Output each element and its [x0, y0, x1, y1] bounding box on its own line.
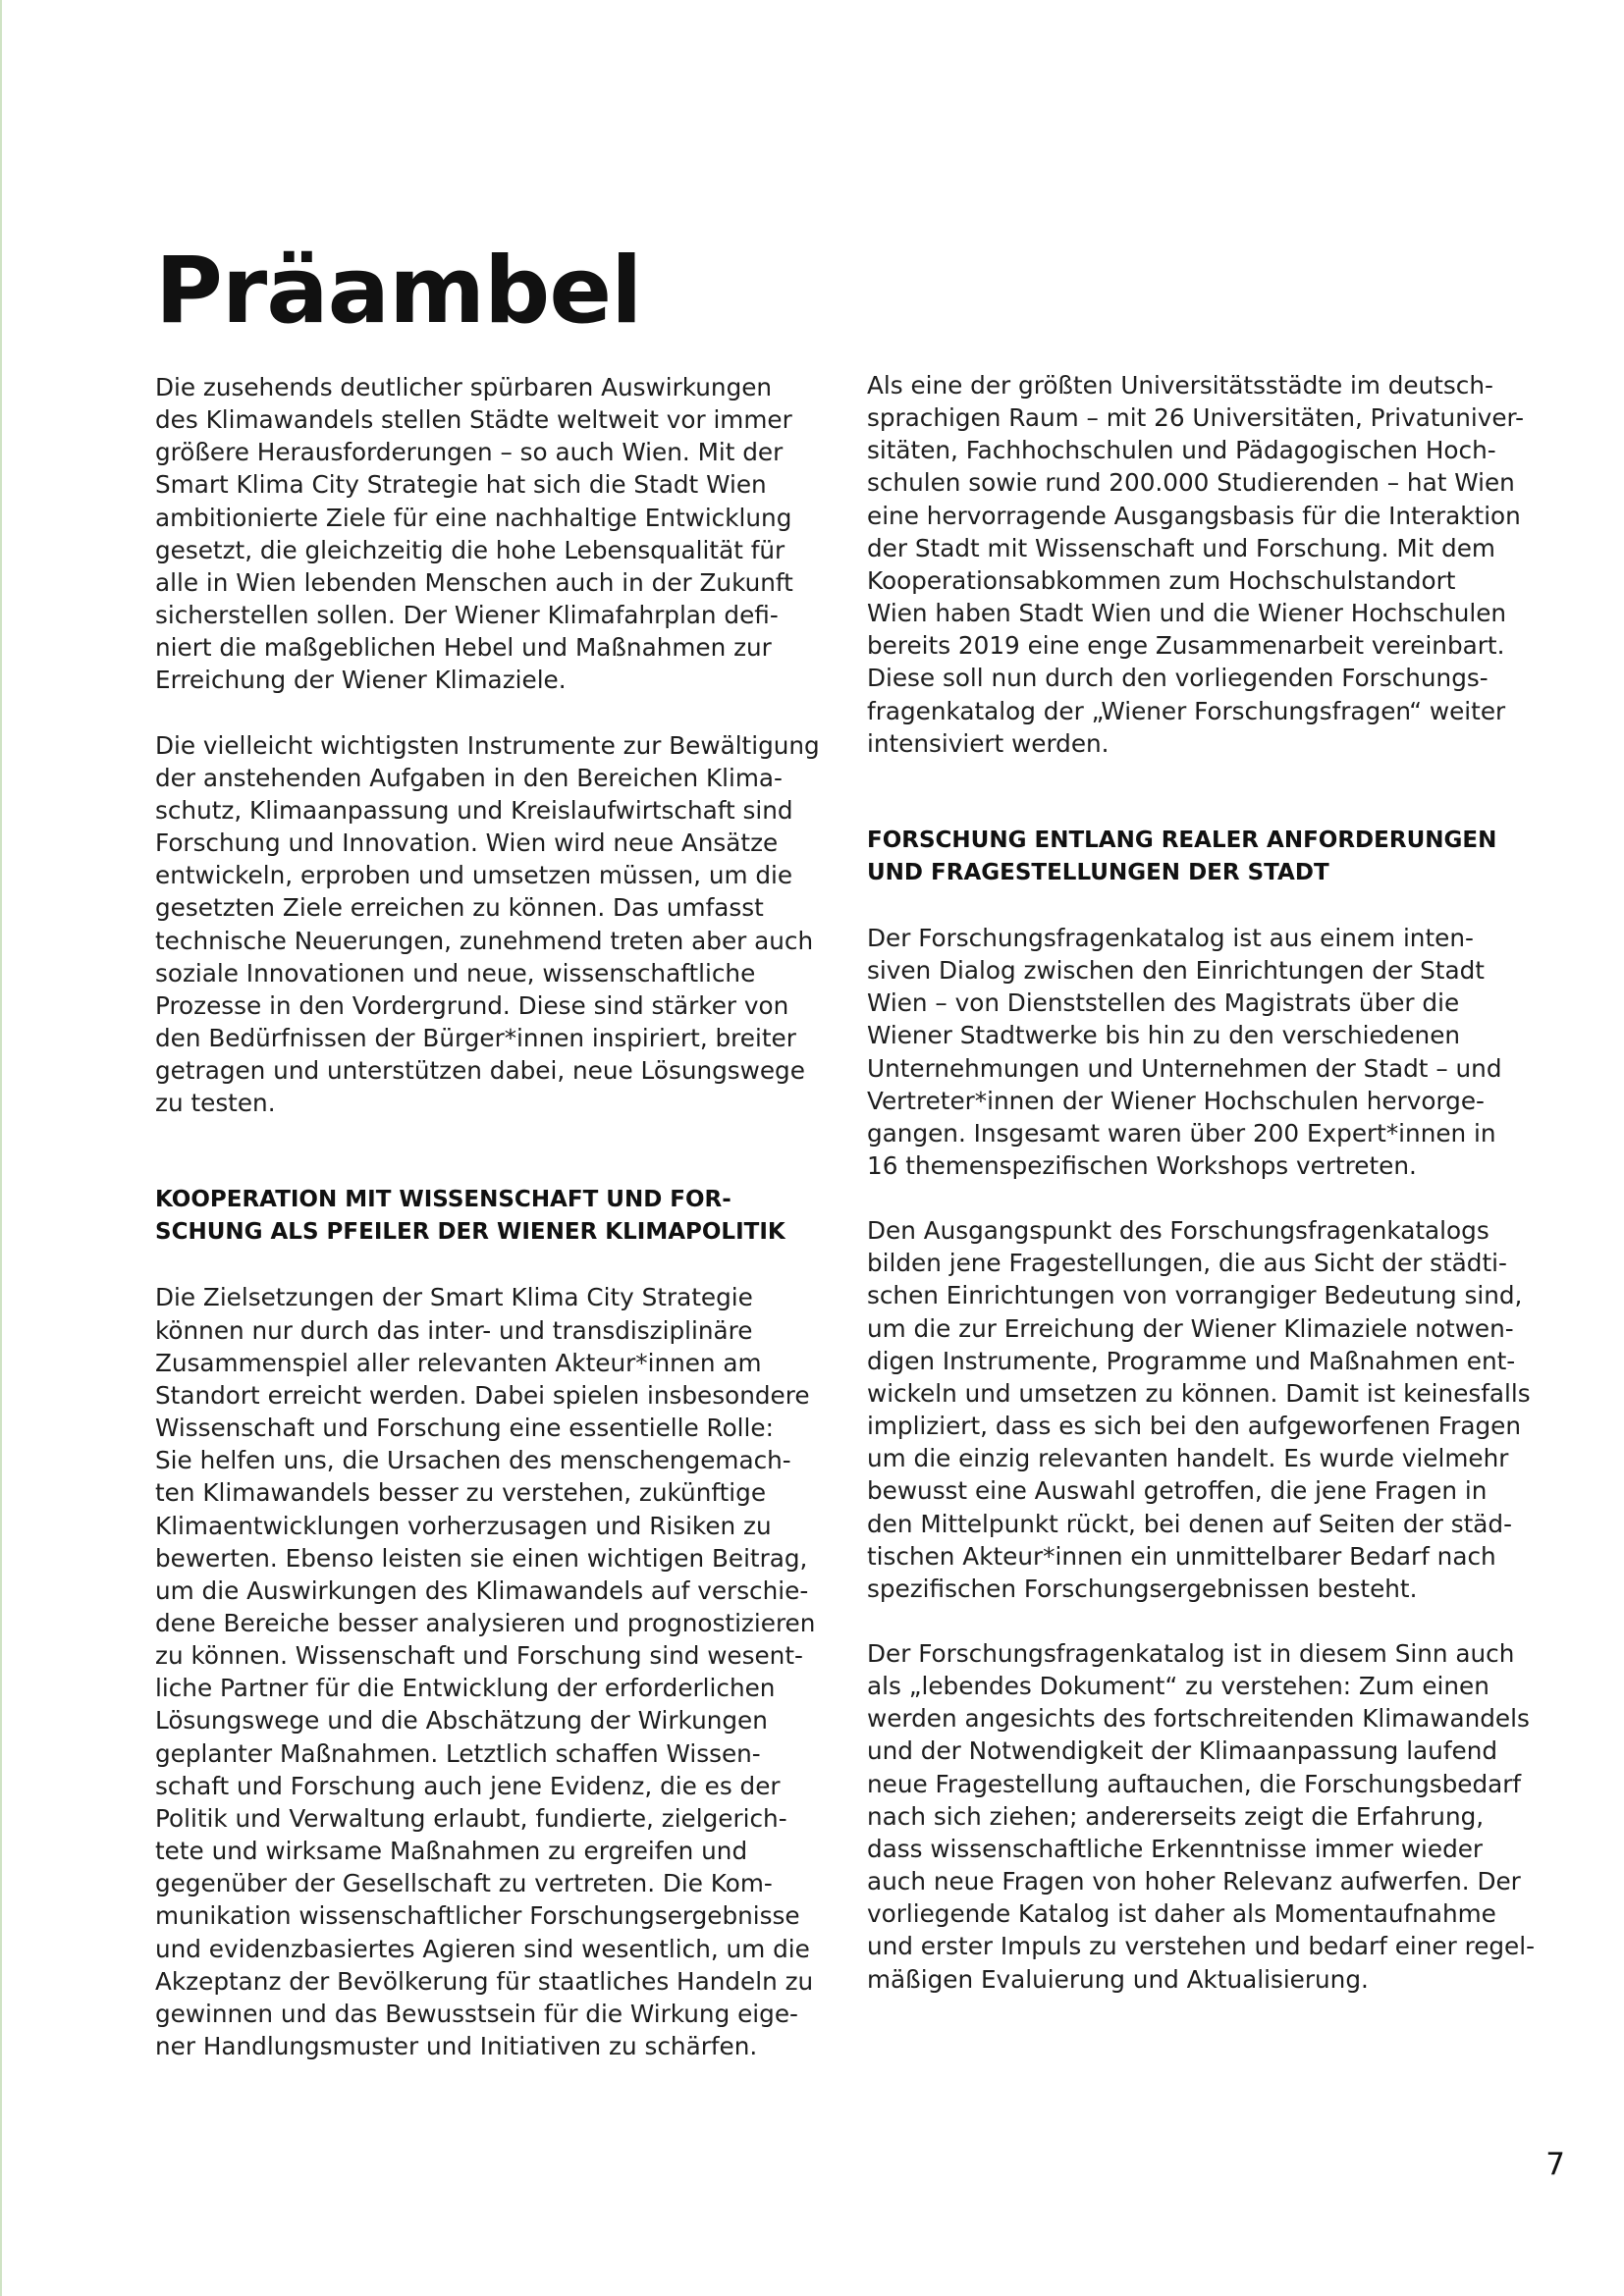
- text-line: werden angesichts des fortschreitenden Klimawandels: [867, 1704, 1530, 1734]
- text-line: Den Ausgangspunkt des Forschungsfragenkatalogs: [867, 1216, 1489, 1246]
- text-line: schen Einrichtungen von vorrangiger Bedeutung sind,: [867, 1281, 1523, 1310]
- text-line: neue Fragestellung auftauchen, die Forschungsbedarf: [867, 1769, 1522, 1798]
- text-line: um die zur Erreichung der Wiener Klimaziele notwen-: [867, 1313, 1514, 1343]
- text-line: alle in Wien lebenden Menschen auch in der Zukunft: [155, 567, 793, 597]
- text-line: eine hervorragende Ausgangsbasis für die Interaktion: [867, 501, 1521, 530]
- text-line: der Stadt mit Wissenschaft und Forschung. Mit dem: [867, 533, 1495, 562]
- right-paragraph-2: [867, 922, 1554, 1182]
- text-line: gesetzten Ziele erreichen zu können. Das umfasst: [155, 893, 764, 923]
- text-line: Der Forschungsfragenkatalog ist in diesem Sinn auch: [867, 1639, 1515, 1668]
- text-line: als „lebendes Dokument“ zu verstehen: Zum einen: [867, 1672, 1489, 1701]
- right-paragraph-3: [867, 1214, 1554, 1605]
- right-paragraph-1: [867, 369, 1554, 760]
- text-line: gewinnen und das Bewusstsein für die Wirkung eige-: [155, 1999, 798, 2028]
- text-line: Wien haben Stadt Wien und die Wiener Hochschulen: [867, 599, 1507, 628]
- text-line: bewusst eine Auswahl getroffen, die jene Fragen in: [867, 1476, 1488, 1506]
- text-line: intensiviert werden.: [867, 728, 1110, 758]
- text-line: dene Bereiche besser analysieren und prognostizieren: [155, 1609, 816, 1637]
- text-line: UND FRAGESTELLUNGEN DER STADT: [867, 859, 1329, 885]
- left-paragraph-2: [155, 729, 842, 1120]
- text-line: fragenkatalog der „Wiener Forschungsfragen“ weiter: [867, 696, 1506, 725]
- page-title: Präambel: [155, 238, 642, 345]
- text-line: Die Zielsetzungen der Smart Klima City Strategie: [155, 1283, 753, 1312]
- left-section-heading: [155, 1184, 842, 1249]
- text-line: Politik und Verwaltung erlaubt, fundierte, zielgerich-: [155, 1803, 787, 1833]
- left-paragraph-1: [155, 371, 842, 697]
- text-line: nach sich ziehen; andererseits zeigt die Erfahrung,: [867, 1801, 1485, 1831]
- text-line: Unternehmungen und Unternehmen der Stadt – und: [867, 1053, 1502, 1083]
- text-line: entwickeln, erproben und umsetzen müssen, um die: [155, 861, 793, 890]
- text-line: technische Neuerungen, zunehmend treten aber auch: [155, 926, 814, 955]
- text-line: gesetzt, die gleichzeitig die hohe Lebensqualität für: [155, 535, 785, 564]
- page-number: 7: [1545, 2147, 1565, 2182]
- text-line: digen Instrumente, Programme und Maßnahmen ent-: [867, 1346, 1516, 1375]
- text-line: Smart Klima City Strategie hat sich die Stadt Wien: [155, 470, 767, 500]
- text-line: munikation wissenschaftlicher Forschungsergebnisse: [155, 1901, 800, 1931]
- left-column: [155, 371, 842, 2062]
- text-line: des Klimawandels stellen Städte weltweit vor immer: [155, 405, 792, 435]
- text-line: auch neue Fragen von hoher Relevanz aufwerfen. Der: [867, 1867, 1521, 1896]
- text-line: Kooperationsabkommen zum Hochschulstandort: [867, 565, 1456, 595]
- text-line: Die vielleicht wichtigsten Instrumente zur Bewältigung: [155, 730, 820, 760]
- text-line: wickeln und umsetzen zu können. Damit ist keinesfalls: [867, 1378, 1531, 1408]
- text-line: schutz, Klimaanpassung und Kreislaufwirtschaft sind: [155, 795, 793, 825]
- text-line: Klimaentwicklungen vorherzusagen und Risiken zu: [155, 1511, 772, 1540]
- text-line: getragen und unterstützen dabei, neue Lösungswege: [155, 1056, 805, 1086]
- text-line: mäßigen Evaluierung und Aktualisierung.: [867, 1964, 1369, 1994]
- right-section-heading: [867, 825, 1554, 889]
- text-line: Erreichung der Wiener Klimaziele.: [155, 666, 567, 695]
- text-line: ten Klimawandels besser zu verstehen, zukünftige: [155, 1478, 767, 1508]
- text-line: Diese soll nun durch den vorliegenden Forschungs-: [867, 664, 1489, 693]
- text-line: und evidenzbasiertes Agieren sind wesentlich, um die: [155, 1934, 810, 1963]
- right-paragraph-4: [867, 1637, 1554, 1996]
- text-line: sicherstellen sollen. Der Wiener Klimafahrplan defi-: [155, 601, 779, 630]
- text-line: KOOPERATION MIT WISSENSCHAFT UND FOR-: [155, 1187, 731, 1213]
- text-line: FORSCHUNG ENTLANG REALER ANFORDERUNGEN: [867, 827, 1497, 853]
- text-line: Die zusehends deutlicher spürbaren Auswirkungen: [155, 373, 773, 401]
- text-line: den Bedürfnissen der Bürger*innen inspiriert, breiter: [155, 1023, 796, 1052]
- text-line: geplanter Maßnahmen. Letztlich schaffen Wissen-: [155, 1738, 761, 1768]
- text-line: soziale Innovationen und neue, wissenschaftliche: [155, 958, 756, 988]
- text-line: sitäten, Fachhochschulen und Pädagogischen Hoch-: [867, 436, 1496, 465]
- text-line: um die Auswirkungen des Klimawandels auf verschie-: [155, 1575, 809, 1605]
- text-line: tete und wirksame Maßnahmen zu ergreifen und: [155, 1837, 748, 1866]
- text-line: Als eine der größten Universitätsstädte im deutsch-: [867, 371, 1493, 400]
- text-line: größere Herausforderungen – so auch Wien. Mit der: [155, 438, 784, 467]
- text-line: niert die maßgeblichen Hebel und Maßnahmen zur: [155, 633, 772, 663]
- text-line: bilden jene Fragestellungen, die aus Sicht der städti-: [867, 1249, 1507, 1278]
- text-line: zu testen.: [155, 1089, 276, 1118]
- text-line: bereits 2019 eine enge Zusammenarbeit vereinbart.: [867, 631, 1505, 661]
- text-line: Akzeptanz der Bevölkerung für staatliches Handeln zu: [155, 1966, 814, 1996]
- page-edge-line: [0, 0, 2, 2296]
- text-line: impliziert, dass es sich bei den aufgeworfenen Fragen: [867, 1412, 1521, 1441]
- text-line: SCHUNG ALS PFEILER DER WIENER KLIMAPOLITIK: [155, 1219, 785, 1246]
- text-line: Sie helfen uns, die Ursachen des menschengemach-: [155, 1446, 791, 1475]
- text-line: 16 themenspezifischen Workshops vertreten.: [867, 1150, 1417, 1180]
- text-line: dass wissenschaftliche Erkenntnisse immer wieder: [867, 1834, 1484, 1863]
- text-line: Zusammenspiel aller relevanten Akteur*innen am: [155, 1348, 762, 1377]
- left-paragraph-3: [155, 1281, 842, 2062]
- text-line: Wissenschaft und Forschung eine essentielle Rolle:: [155, 1414, 774, 1443]
- text-line: Wien – von Dienststellen des Magistrats über die: [867, 988, 1460, 1018]
- text-line: ambitionierte Ziele für eine nachhaltige Entwicklung: [155, 503, 792, 532]
- text-line: vorliegende Katalog ist daher als Momentaufnahme: [867, 1899, 1496, 1929]
- text-line: Wiener Stadtwerke bis hin zu den verschiedenen: [867, 1021, 1461, 1050]
- text-line: Standort erreicht werden. Dabei spielen insbesondere: [155, 1380, 810, 1410]
- text-line: Prozesse in den Vordergrund. Diese sind stärker von: [155, 990, 789, 1020]
- text-line: Der Forschungsfragenkatalog ist aus einem inten-: [867, 923, 1474, 952]
- text-line: ner Handlungsmuster und Initiativen zu schärfen.: [155, 2032, 758, 2061]
- text-line: zu können. Wissenschaft und Forschung sind wesent-: [155, 1641, 803, 1671]
- text-line: Vertreter*innen der Wiener Hochschulen hervorge-: [867, 1086, 1485, 1115]
- text-line: schaft und Forschung auch jene Evidenz, die es der: [155, 1771, 781, 1800]
- text-line: um die einzig relevanten handelt. Es wurde vielmehr: [867, 1444, 1509, 1473]
- text-line: Lösungswege und die Abschätzung der Wirkungen: [155, 1706, 768, 1735]
- text-line: den Mittelpunkt rückt, bei denen auf Seiten der städ-: [867, 1509, 1513, 1538]
- text-line: gangen. Insgesamt waren über 200 Expert*innen in: [867, 1118, 1496, 1148]
- text-line: schulen sowie rund 200.000 Studierenden – hat Wien: [867, 468, 1515, 498]
- text-line: siven Dialog zwischen den Einrichtungen der Stadt: [867, 956, 1485, 986]
- text-line: liche Partner für die Entwicklung der erforderlichen: [155, 1674, 776, 1703]
- text-line: spezifischen Forschungsergebnissen besteht.: [867, 1574, 1418, 1603]
- text-line: der anstehenden Aufgaben in den Bereichen Klima-: [155, 763, 783, 792]
- text-line: gegenüber der Gesellschaft zu vertreten. Die Kom-: [155, 1869, 773, 1898]
- text-line: Forschung und Innovation. Wien wird neue Ansätze: [155, 828, 779, 858]
- text-line: bewerten. Ebenso leisten sie einen wichtigen Beitrag,: [155, 1543, 808, 1573]
- text-line: sprachigen Raum – mit 26 Universitäten, Privatuniver-: [867, 403, 1524, 433]
- text-line: und erster Impuls zu verstehen und bedarf einer regel-: [867, 1932, 1536, 1961]
- right-column: [867, 369, 1554, 1996]
- text-line: und der Notwendigkeit der Klimaanpassung laufend: [867, 1736, 1498, 1766]
- text-line: tischen Akteur*innen ein unmittelbarer Bedarf nach: [867, 1541, 1496, 1571]
- text-line: können nur durch das inter- und transdisziplinäre: [155, 1315, 753, 1345]
